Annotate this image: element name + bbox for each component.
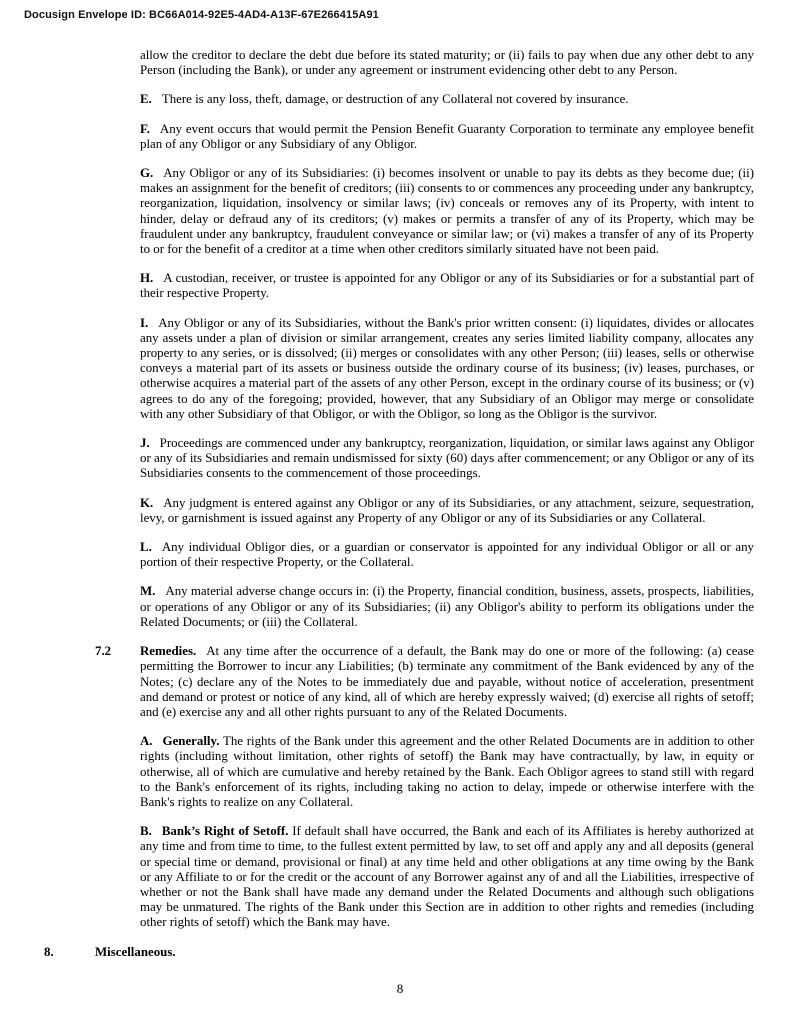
clause-letter: K. <box>140 495 154 510</box>
clause-F <box>140 122 754 152</box>
clause-H <box>140 271 754 301</box>
clause-letter: G. <box>140 166 154 181</box>
clause-text: Any individual Obligor dies, or a guardian or conservator is appointed for any individual Obligor or all or any portion of their respective Property, or the Collateral. <box>140 540 754 570</box>
subclause-letter: A. <box>140 734 153 749</box>
clause-letter: E. <box>140 92 152 107</box>
clause-J <box>140 436 754 482</box>
page-number: 8 <box>396 981 404 996</box>
clause-K <box>140 496 754 526</box>
clause-letter: H. <box>140 271 154 286</box>
clause-text: Any Obligor or any of its Subsidiaries: (i) becomes insolvent or unable to pay its debts as they become due; (ii) makes an assignment for the benefit of creditors; (iii) consents to or commences any proceeding under any bankruptcy, reorganization, liquidation, insolvency or similar laws; (iv) conceals or removes any of its Property, with intent to hinder, delay or defraud any of its creditors; (v) makes or permits a transfer of any of its Property, which may be fraudulent under any bankruptcy, fraudulent conveyance or similar law; or (vi) makes a transfer of any of its Property to or for the benefit of a creditor at a time when other creditors similarly situated have not been paid. <box>140 166 754 257</box>
docusign-envelope-id: Docusign Envelope ID: BC66A014-92E5-4AD4-A13F-67E266415A91 <box>24 9 379 21</box>
subclause-B <box>140 824 754 930</box>
clause-E <box>140 92 754 107</box>
document-body <box>44 48 754 960</box>
clause-M <box>140 584 754 630</box>
clause-text: There is any loss, theft, damage, or destruction of any Collateral not covered by insurance. <box>161 92 629 107</box>
clause-text: Proceedings are commenced under any bankruptcy, reorganization, liquidation, or similar laws against any Obligor or any of its Subsidiaries and remain undismissed for sixty (60) days after commencement; or any Obligor or any of its Subsidiaries consents to the commencement of those proceedings. <box>140 436 754 481</box>
clause-I <box>140 316 754 422</box>
clause-text: Any event occurs that would permit the Pension Benefit Guaranty Corporation to terminate any employee benefit plan of any Obligor or any Subsidiary of any Obligor. <box>140 121 754 151</box>
clause-text: A custodian, receiver, or trustee is appointed for any Obligor or any of its Subsidiaries or for a substantial part of their respective Property. <box>140 271 754 301</box>
section-number: 7.2 <box>95 644 112 659</box>
section-8 <box>44 945 754 960</box>
section-heading: Miscellaneous. <box>95 944 176 959</box>
clause-letter: M. <box>140 584 156 599</box>
clause-letter: J. <box>140 436 150 451</box>
subclause-A <box>140 734 754 810</box>
section-body <box>140 644 754 720</box>
clause-text: Any Obligor or any of its Subsidiaries, without the Bank's prior written consent: (i) liquidates, divides or allocates any assets under a plan of division or similar arrangement, creates any series limited liability company, allocates any property to any series, or is dissolved; (ii) merges or consolidates with any other Person; (iii) leases, sells or otherwise conveys a material part of its assets or business outside the ordinary course of its business; (iv) leases, purchases, or otherwise acquires a material part of the assets of any other Person, except in the ordinary course of its business; or (v) agrees to do any of the foregoing; provided, however, that any Subsidiary of an Obligor may merge or consolidate with any other Subsidiary of that Obligor, or with the Obligor, so long as the Obligor is the survivor. <box>140 315 754 421</box>
section-text: At any time after the occurrence of a default, the Bank may do one or more of the following: (a) cease permitting the Borrower to incur any Liabilities; (b) terminate any commitment of the Bank evidenced by any of the Notes; (c) declare any of the Notes to be immediately due and payable, without notice of acceleration, presentment and demand or protest or notice of any kind, all of which are hereby expressly waived; (d) exercise all rights of setoff; and (e) exercise any and all other rights pursuant to any of the Related Documents. <box>140 644 754 719</box>
clause-L <box>140 540 754 570</box>
intro-text: allow the creditor to declare the debt due before its stated maturity; or (ii) fails to pay when due any other debt to any Person (including the Bank), or under any agreement or instrument evidencing other debt to any Person. <box>140 48 754 78</box>
clause-letter: L. <box>140 540 152 555</box>
section-7-2 <box>95 644 754 720</box>
clause-letter: F. <box>140 121 150 136</box>
clause-text: Any judgment is entered against any Obligor or any of its Subsidiaries, or any attachment, seizure, sequestration, levy, or garnishment is issued against any Property of any Obligor or any of its Subsidiaries or any Collateral. <box>140 495 754 525</box>
subclause-heading: Bank’s Right of Setoff. <box>161 824 289 839</box>
subclause-heading: Generally. <box>162 734 220 749</box>
section-heading: Remedies. <box>140 644 197 659</box>
subclause-letter: B. <box>140 824 152 839</box>
clause-letter: I. <box>140 315 149 330</box>
intro-paragraph <box>140 48 754 78</box>
section-number: 8. <box>44 944 54 959</box>
clause-G <box>140 166 754 257</box>
subclause-text: If default shall have occurred, the Bank and each of its Affiliates is hereby authorized at any time and from time to time, to the fullest extent permitted by law, to set off and apply any and all deposits (general or special time or demand, provisional or final) at any time held and other obligations at any time owing by the Bank or any Affiliate to or for the credit or the account of any Borrower against any of and all the Liabilities, irrespective of whether or not the Bank shall have made any demand under the Related Documents and although such obligations may be unmatured. The rights of the Bank under this Section are in addition to other rights and remedies (including other rights of setoff) which the Bank may have. <box>140 824 754 930</box>
subclause-text: The rights of the Bank under this agreement and the other Related Documents are in addition to other rights (including without limitation, other rights of setoff) the Bank may have contractually, by law, in equity or otherwise, all of which are cumulative and hereby retained by the Bank. Each Obligor agrees to stand still with regard to the Bank's enforcement of its rights, including taking no action to delay, impede or otherwise interfere with the Bank's rights to realize on any Collateral. <box>140 734 754 809</box>
clause-text: Any material adverse change occurs in: (i) the Property, financial condition, business, assets, prospects, liabilities, or operations of any Obligor or any of its Subsidiaries; (ii) any Obligor's ability to perform its obligations under the Related Documents; or (iii) the Collateral. <box>140 584 754 629</box>
